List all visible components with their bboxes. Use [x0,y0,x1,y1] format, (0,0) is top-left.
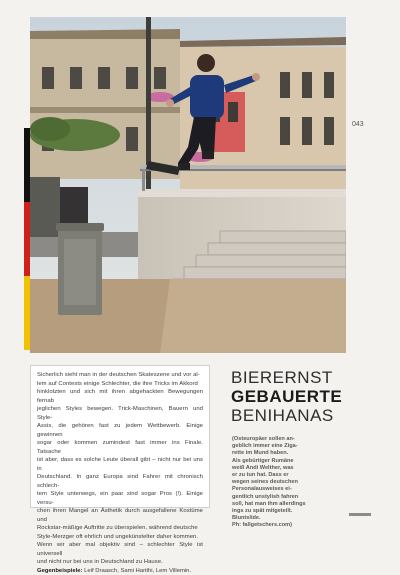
footer-mark [349,513,371,516]
caption-line: er zu tun hat. Dass er [232,472,314,479]
article-title [231,368,351,425]
caption-line: (Osteuropäer sollen an- [232,436,314,443]
caption-line: gentlich unstylish fahren [232,494,314,501]
caption-line: Ph: fallgetschers.com) [232,522,314,529]
photo-caption [232,436,314,530]
body-line: Sicherlich sieht man in der deutschen Skateszene und vor al- [37,371,203,380]
caption-line: wegen seines deutschen [232,479,314,486]
article-body-box [30,365,210,508]
counterexamples-label: Gegenbeispiele: [37,568,83,574]
caption-line: Personalausweises ei- [232,486,314,493]
body-line: lem auf Contests einige Schlechter, die ihre Tricks im Akkord [37,380,203,389]
title-line-2: GEBAUERTE [231,387,351,406]
flag-black-band [24,128,30,202]
skateboarder-bluntslide-image [30,17,346,353]
body-line: chen ihren Mangel an Ästhetik durch ausgefallene Kostüme und [37,507,203,524]
body-line: Rockstar-mäßige Auftritte zu überspielen, während deutsche [37,524,203,533]
counterexamples-line [37,567,203,575]
skate-photo [30,17,346,353]
flag-red-band [24,202,30,276]
body-line: jeglichen Styles bewegen. Trick-Maschinen, Bauern und Style- [37,405,203,422]
body-line: Assis, die gehören fast zu jedem Wettbewerb. Einige gewinnen [37,422,203,439]
title-line-3: BENIHANAS [231,406,351,425]
article-body-text [37,371,203,567]
caption-line: soll, hat man ihm allerdings [232,501,314,508]
body-line: tem Style unterwegs, ein paar sind sogar Pros (!). Einige versu- [37,490,203,507]
body-line: Deutschland. In ganz Europa sind Fahrer mit chronisch schlech- [37,473,203,490]
body-line: Style-Merzger oft ehrlich und ungekünstelter daher kommen. [37,533,203,542]
page-number: 043 [352,121,364,128]
body-line: hinklotzten und sich mit ihren abgehackten Bewegungen fernab [37,388,203,405]
body-line: und nicht nur bei uns in Deutschland zu Hause. [37,558,203,567]
body-line: sogar oder kommen zumindest fast immer ins Finale. Tatsache [37,439,203,456]
caption-line: Bluntslide. [232,515,314,522]
body-line: ist aber, dass es solche Leute überall gibt – nicht nur bei uns in [37,456,203,473]
caption-line: Als gebürtiger Rumäne [232,458,314,465]
body-line: Wenn wir aber mal objektiv sind – schlechter Style ist universell [37,541,203,558]
title-line-1: BIERERNST [231,368,351,387]
caption-line: ings zu spät mitgeteilt. [232,508,314,515]
caption-line: rette im Mund haben. [232,450,314,457]
german-flag-stripe [24,128,30,350]
caption-line: geblich immer eine Ziga- [232,443,314,450]
flag-gold-band [24,276,30,350]
caption-line: weiß Andi Welther, was [232,465,314,472]
counterexamples-names: Leif Draasch, Sami Harithi, Lem Villemin. [83,568,192,574]
